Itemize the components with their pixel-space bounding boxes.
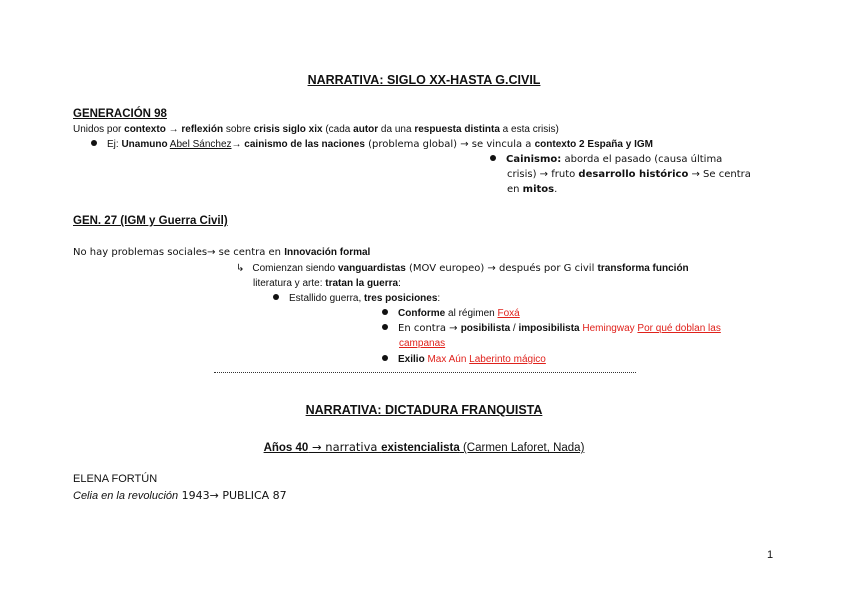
gen27-summary-line: No hay problemas sociales→ se centra en Innovación formal — [73, 247, 371, 258]
link-por-que-doblan[interactable]: Por qué doblan las — [637, 323, 721, 334]
bullet-icon — [382, 309, 388, 315]
gen98-example-item: Ej: Unamuno Abel Sánchez→ cainismo de las naciones (problema global) → se vincula a contexto 2 España y IGM — [91, 137, 653, 152]
position-en-contra: En contra → posibilista / imposibilista Hemingway Por qué doblan las — [382, 321, 721, 336]
gen27-arrow-item: ↳ Comienzan siendo vanguardistas (MOV europeo) → después por G civil transforma función — [236, 263, 689, 274]
link-foxa[interactable]: Foxá — [497, 308, 520, 319]
gen27-positions-item: Estallido guerra, tres posiciones: — [273, 291, 440, 306]
return-arrow-icon: ↳ — [236, 263, 245, 274]
link-laberinto-magico[interactable]: Laberinto mágico — [469, 354, 546, 365]
celia-line: Celia en la revolución 1943→ PUBLICA 87 — [73, 489, 287, 502]
cainismo-line-2: crisis) → fruto desarrollo histórico → Se centra — [507, 169, 751, 180]
position-exilio: Exilio Max Aún Laberinto mágico — [382, 352, 546, 367]
gen27-arrow-line-2: literatura y arte: tratan la guerra: — [253, 278, 401, 289]
cainismo-item: Cainismo: aborda el pasado (causa última — [490, 152, 722, 167]
bullet-icon — [382, 355, 388, 361]
position-conforme: Conforme al régimen Foxá — [382, 306, 520, 321]
cainismo-line-3: en mitos. — [507, 184, 558, 195]
bullet-icon — [490, 155, 496, 161]
link-abel-sanchez[interactable]: Abel Sánchez — [169, 139, 232, 150]
page-title-2: NARRATIVA: DICTADURA FRANQUISTA — [305, 403, 543, 417]
page-title: NARRATIVA: SIGLO XX-HASTA G.CIVIL — [307, 73, 541, 87]
author-name: ELENA FORTÚN — [73, 473, 158, 485]
dotted-separator — [214, 372, 636, 373]
bullet-icon — [273, 294, 279, 300]
link-campanas[interactable]: campanas — [399, 338, 446, 349]
section-heading-gen27: GEN. 27 (IGM y Guerra Civil) — [73, 215, 228, 227]
bullet-icon — [91, 140, 97, 146]
gen98-summary-line: Unidos por contexto → reflexión sobre crisis siglo xix (cada autor da una respuesta distinta a esta crisis) — [73, 124, 559, 135]
anos40-line: Años 40 → narrativa existencialista (Carmen Laforet, Nada) — [263, 440, 585, 454]
page-number: 1 — [767, 549, 774, 561]
bullet-icon — [382, 324, 388, 330]
section-heading-gen98: GENERACIÓN 98 — [73, 108, 167, 120]
